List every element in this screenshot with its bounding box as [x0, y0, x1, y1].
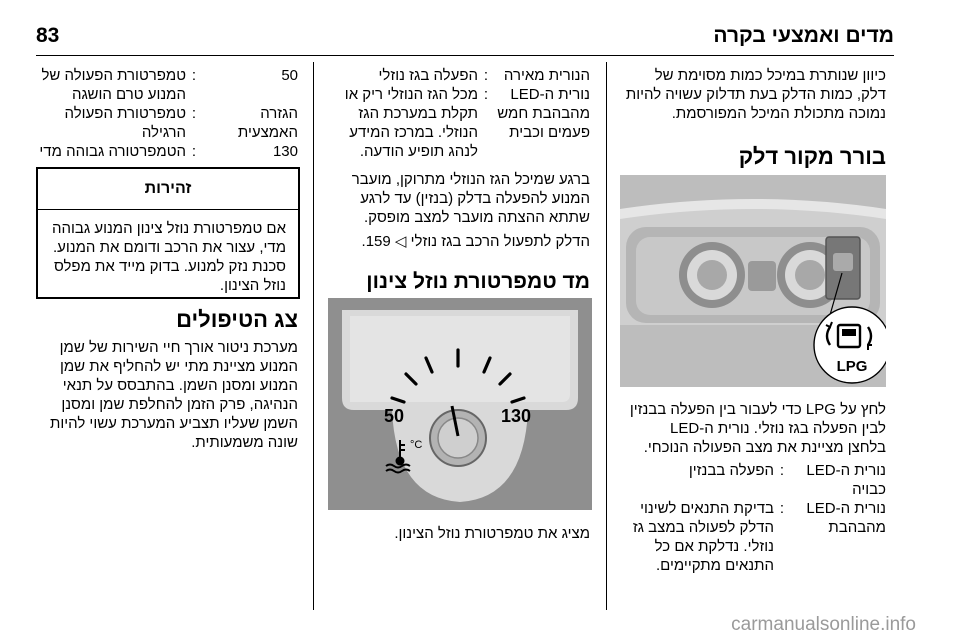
section-heading-fuel-selector: בורר מקור דלק [738, 144, 886, 169]
body-line: שונה משמעותית. [191, 434, 298, 451]
caution-line: מדי, עצור את הרכב ודומם את המנוע. [52, 239, 286, 256]
row-colon: : [779, 500, 785, 517]
column-divider-right [606, 62, 607, 610]
section-heading-service-display: צג הטיפולים [176, 307, 298, 332]
status-value-line: הפעלה בבנזין [688, 462, 774, 479]
intro-line: דלק, כמות הדלק בעת תדלוק עשויה להיות [625, 86, 886, 103]
body-line: השמן שעליו תצביע המערכת עשוי להיות [49, 415, 298, 432]
gauge-label-high: 130 [500, 406, 532, 426]
row-colon: : [779, 462, 785, 479]
caution-box [36, 167, 300, 299]
section-heading-coolant-gauge: מד טמפרטורת נוזל צינון [366, 270, 590, 293]
body-line: מערכת ניטור אורך חיי השירות של שמן [59, 339, 298, 356]
caution-line: סכנת נזק למנוע. בדוק מייד את מפלס [53, 258, 286, 275]
status-key-line: נורית ה-LED [806, 500, 886, 517]
row-colon: : [191, 143, 197, 160]
lpg-empty-paragraph [328, 170, 590, 227]
led-status-row [620, 499, 886, 575]
status-value-line: בדיקת התנאים לשינוי [640, 500, 774, 517]
temperature-value-line: טמפרטורת הפעולה של [41, 67, 186, 84]
temperature-value-line: הטמפרטורה גבוהה מדי [39, 143, 186, 160]
row-colon: : [191, 105, 197, 122]
body-line: לחץ על LPG כדי לעבור בין הפעלה בבנזין [629, 401, 886, 418]
status-value-line: תקלת במערכת הגז [358, 105, 478, 122]
temperature-key-line: 130 [272, 143, 298, 160]
gauge-unit-label: °C [410, 439, 423, 451]
temperature-row [36, 104, 298, 142]
temperature-row [36, 66, 298, 104]
lpg-status-row [328, 85, 590, 161]
lpg-badge-label: LPG [836, 358, 868, 375]
status-value-line: נוזלי. נדלקת אם כל [654, 538, 774, 555]
lpg-status-table [328, 66, 590, 161]
fuel-selector-instructions [620, 400, 886, 457]
body-line: שתתא ההצתה מועבר למצב מופסק. [363, 209, 590, 226]
gauge-label-low: 50 [383, 406, 405, 426]
row-colon: : [483, 67, 489, 84]
status-value-line: לנהג תופיע הודעה. [359, 143, 478, 160]
status-key-line: מהבהבת [828, 519, 886, 536]
body-line: ברגע שמיכל הגז הנוזלי מתרוקן, מועבר [351, 171, 590, 188]
temperature-row [36, 142, 298, 161]
right-column [620, 66, 886, 123]
status-value-line: הפעלה בגז נוזלי [378, 67, 478, 84]
status-value-line: הדלק לפעולה במצב גז [632, 519, 774, 536]
page-number: 83 [36, 24, 60, 47]
page-title: מדים ואמצעי בקרה [713, 24, 894, 47]
intro-line: נמוכה מתכולת המיכל המפורסמת. [671, 105, 886, 122]
status-key-line: כבויה [852, 481, 886, 498]
caution-title: זהירות [38, 169, 298, 210]
header-rule [36, 55, 894, 56]
watermark: carmanualsonline.info [731, 614, 916, 635]
body-line: הנהיגה, פרק הזמן להחלפת שמן ומסנן [61, 396, 298, 413]
temperature-key-line: הגזרה [260, 105, 298, 122]
row-colon: : [191, 67, 197, 84]
body-line: לבין הפעלה בגז נוזלי. נורית ה-LED [670, 420, 886, 437]
body-line: המנוע להפעלה בדלק (בנזין) עד לרגע [360, 190, 590, 207]
led-status-row [620, 461, 886, 499]
body-line: בלחצן מציינת את מצב הפעולה הנוכחי. [643, 439, 886, 456]
status-value-line: התנאים מתקיימים. [655, 557, 774, 574]
coolant-temperature-table [36, 66, 298, 161]
status-key-line: פעמים וכבית [509, 124, 590, 141]
caution-line: נוזל הצינון. [219, 277, 286, 294]
caution-body [38, 210, 298, 295]
temperature-value-line: המנוע טרם הושגה [71, 86, 186, 103]
status-key-line: נורית ה-LED [510, 86, 590, 103]
status-value-line: מכל הגז הנוזלי ריק או [344, 86, 478, 103]
row-colon: : [483, 86, 489, 103]
temperature-value-line: הרגילה [141, 124, 186, 141]
caution-line: אם טמפרטורת נוזל צינון המנוע גבוהה [51, 220, 286, 237]
lpg-cross-reference: הדלק לתפעול הרכב בגז נוזלי ◁ 159. [361, 233, 590, 250]
service-display-paragraph [36, 338, 298, 452]
status-key-line: הנורית מאירה [503, 67, 590, 84]
led-status-table [620, 461, 886, 575]
fuel-selector-figure [620, 175, 886, 387]
status-key-line: מהבהבת חמש [497, 105, 590, 122]
temperature-value-line: טמפרטורת הפעולה [64, 105, 186, 122]
column-divider-left [313, 62, 314, 610]
lpg-status-row [328, 66, 590, 85]
status-key-line: נורית ה-LED [806, 462, 886, 479]
temperature-key-line: האמצעית [237, 124, 298, 141]
coolant-gauge-figure [328, 298, 592, 510]
temperature-key-line: 50 [281, 67, 298, 84]
status-value-line: הנוזלי. במרכז המידע [349, 124, 478, 141]
body-line: המנוע ומסנן השמן. בהתבסס על תנאי [62, 377, 298, 394]
body-line: המנוע מציינת מתי יש להחליף את שמן [59, 358, 298, 375]
coolant-gauge-caption: מציג את טמפרטורת נוזל הצינון. [394, 525, 590, 542]
intro-line: כיוון שנותרת במיכל כמות מסוימת של [654, 67, 886, 84]
